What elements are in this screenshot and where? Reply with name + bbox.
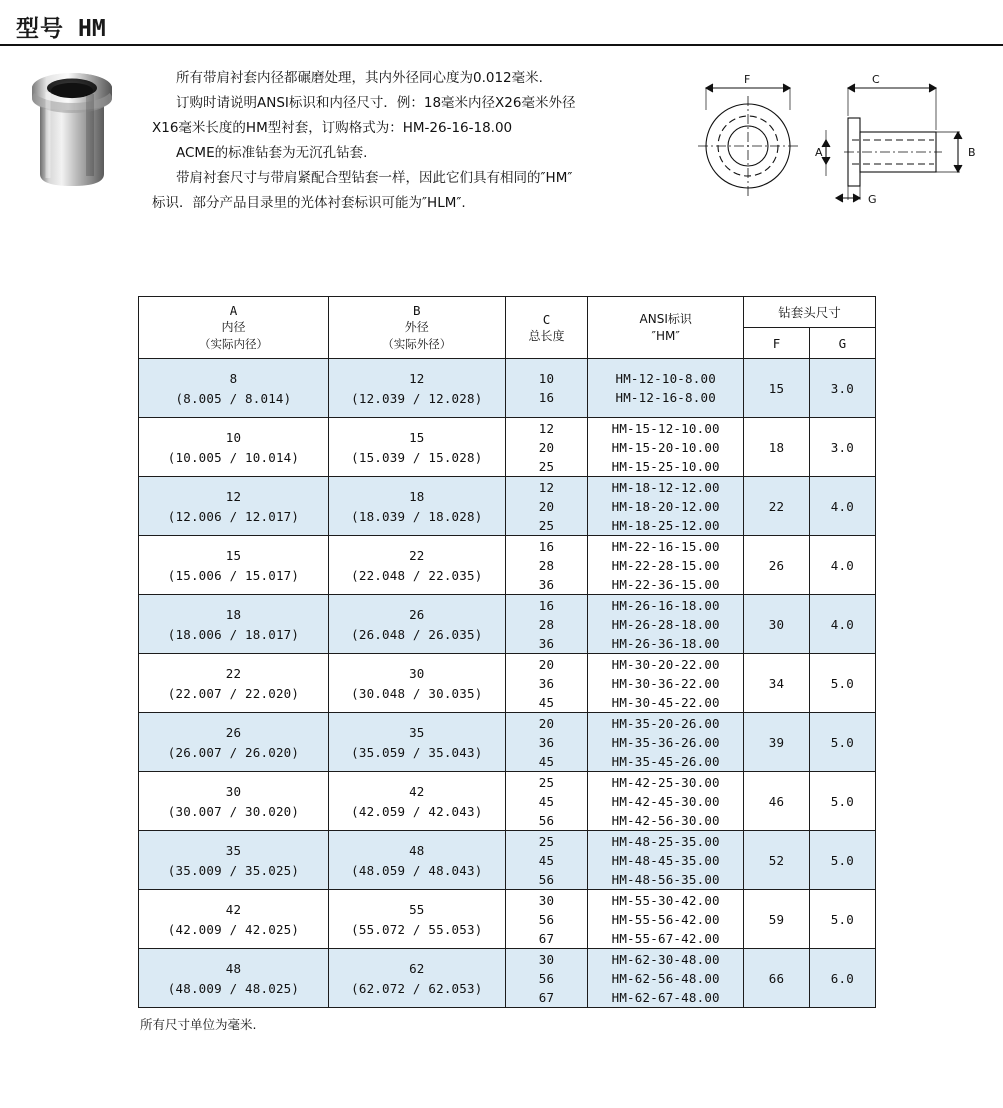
cell-head-f: 15	[744, 359, 810, 418]
cell-ansi-code: HM-42-25-30.00 HM-42-45-30.00 HM-42-56-30.00	[588, 772, 744, 831]
col-header-a-name: 内径	[221, 320, 246, 334]
cell-outer-diameter: 15 (15.039 / 15.028)	[328, 418, 505, 477]
cell-head-g: 3.0	[809, 359, 875, 418]
cell-ansi-code: HM-62-30-48.00 HM-62-56-48.00 HM-62-67-48.00	[588, 949, 744, 1008]
table-row	[139, 949, 876, 1008]
cell-outer-diameter: 30 (30.048 / 30.035)	[328, 654, 505, 713]
dim-label-c: C	[872, 73, 880, 86]
cell-ansi-code: HM-48-25-35.00 HM-48-45-35.00 HM-48-56-35.00	[588, 831, 744, 890]
col-header-f: F	[744, 328, 810, 359]
cell-inner-diameter: 15 (15.006 / 15.017)	[139, 536, 329, 595]
col-header-a	[139, 297, 329, 359]
cell-head-f: 59	[744, 890, 810, 949]
page-title	[16, 10, 106, 43]
cell-head-g: 5.0	[809, 713, 875, 772]
col-header-a-letter: A	[229, 303, 238, 318]
cell-ansi-code: HM-35-20-26.00 HM-35-36-26.00 HM-35-45-26.00	[588, 713, 744, 772]
intro-text	[152, 66, 672, 216]
intro-line-2: 订购时请说明ANSI标识和内径尺寸．例：18毫米内径X26毫米外径	[176, 95, 576, 111]
cell-outer-diameter: 26 (26.048 / 26.035)	[328, 595, 505, 654]
cell-head-f: 34	[744, 654, 810, 713]
dim-label-g: G	[868, 193, 877, 206]
col-header-c-name: 总长度	[528, 328, 565, 343]
table-row	[139, 477, 876, 536]
cell-outer-diameter: 55 (55.072 / 55.053)	[328, 890, 505, 949]
cell-head-f: 26	[744, 536, 810, 595]
col-header-ansi-line1: ANSI标识	[639, 311, 692, 326]
cell-head-g: 5.0	[809, 831, 875, 890]
cell-inner-diameter: 42 (42.009 / 42.025)	[139, 890, 329, 949]
col-header-b	[328, 297, 505, 359]
table-header-row	[139, 297, 876, 328]
model-code: HM	[78, 16, 106, 42]
cell-inner-diameter: 22 (22.007 / 22.020)	[139, 654, 329, 713]
cell-total-length: 30 56 67	[505, 949, 588, 1008]
table-footnote: 所有尺寸单位为毫米.	[140, 1017, 257, 1032]
table-row	[139, 772, 876, 831]
intro-line-5: 带肩衬套尺寸与带肩紧配合型钻套一样，因此它们具有相同的″HM″	[176, 170, 573, 186]
dim-label-f: F	[744, 73, 751, 86]
cell-head-f: 39	[744, 713, 810, 772]
intro-line-4: ACME的标准钻套为无沉孔钻套.	[176, 145, 368, 161]
cell-total-length: 25 45 56	[505, 831, 588, 890]
table-row	[139, 595, 876, 654]
page-title-label: 型号	[16, 16, 64, 42]
cell-total-length: 30 56 67	[505, 890, 588, 949]
cell-head-f: 22	[744, 477, 810, 536]
cell-total-length: 20 36 45	[505, 713, 588, 772]
col-header-b-name: 外径	[404, 320, 429, 334]
cell-head-g: 4.0	[809, 595, 875, 654]
spec-table-container	[138, 296, 876, 1008]
dim-label-b: B	[968, 146, 976, 159]
bushing-photo	[18, 62, 126, 194]
cell-head-g: 3.0	[809, 418, 875, 477]
cell-ansi-code: HM-15-12-10.00 HM-15-20-10.00 HM-15-25-10.00	[588, 418, 744, 477]
cell-outer-diameter: 48 (48.059 / 48.043)	[328, 831, 505, 890]
cell-head-f: 66	[744, 949, 810, 1008]
col-header-a-note: （实际内径）	[198, 337, 268, 351]
cell-total-length: 16 28 36	[505, 595, 588, 654]
cell-total-length: 12 20 25	[505, 418, 588, 477]
cell-inner-diameter: 30 (30.007 / 30.020)	[139, 772, 329, 831]
col-header-ansi	[588, 297, 744, 359]
cell-head-f: 30	[744, 595, 810, 654]
cell-outer-diameter: 42 (42.059 / 42.043)	[328, 772, 505, 831]
cell-inner-diameter: 18 (18.006 / 18.017)	[139, 595, 329, 654]
intro-line-6: 标识．部分产品目录里的光体衬套标识可能为″HLM″.	[152, 195, 466, 211]
col-header-b-letter: B	[413, 303, 421, 318]
cell-head-f: 18	[744, 418, 810, 477]
cell-head-g: 6.0	[809, 949, 875, 1008]
cell-inner-diameter: 12 (12.006 / 12.017)	[139, 477, 329, 536]
cell-ansi-code: HM-12-10-8.00 HM-12-16-8.00	[588, 359, 744, 418]
cell-outer-diameter: 22 (22.048 / 22.035)	[328, 536, 505, 595]
cell-total-length: 25 45 56	[505, 772, 588, 831]
table-row	[139, 713, 876, 772]
col-header-c	[505, 297, 588, 359]
table-row	[139, 359, 876, 418]
cell-head-g: 5.0	[809, 772, 875, 831]
col-header-g: G	[809, 328, 875, 359]
cell-total-length: 10 16	[505, 359, 588, 418]
cell-inner-diameter: 8 (8.005 / 8.014)	[139, 359, 329, 418]
title-divider	[0, 44, 1003, 46]
cell-total-length: 16 28 36	[505, 536, 588, 595]
cell-ansi-code: HM-26-16-18.00 HM-26-28-18.00 HM-26-36-18.00	[588, 595, 744, 654]
table-row	[139, 890, 876, 949]
intro-line-1: 所有带肩衬套内径都碾磨处理，其内外径同心度为0.012毫米.	[176, 70, 543, 86]
intro-line-3: X16毫米长度的HM型衬套，订购格式为：HM-26-16-18.00	[152, 120, 513, 136]
cell-ansi-code: HM-18-12-12.00 HM-18-20-12.00 HM-18-25-12.00	[588, 477, 744, 536]
cell-inner-diameter: 48 (48.009 / 48.025)	[139, 949, 329, 1008]
table-row	[139, 418, 876, 477]
cell-head-g: 5.0	[809, 890, 875, 949]
table-row	[139, 654, 876, 713]
spec-table-body	[139, 359, 876, 1008]
technical-drawings	[676, 58, 986, 218]
cell-outer-diameter: 18 (18.039 / 18.028)	[328, 477, 505, 536]
cell-inner-diameter: 26 (26.007 / 26.020)	[139, 713, 329, 772]
cell-total-length: 20 36 45	[505, 654, 588, 713]
spec-table	[138, 296, 876, 1008]
cell-ansi-code: HM-30-20-22.00 HM-30-36-22.00 HM-30-45-22.00	[588, 654, 744, 713]
col-header-c-letter: C	[542, 311, 551, 327]
cell-total-length: 12 20 25	[505, 477, 588, 536]
cell-inner-diameter: 35 (35.009 / 35.025)	[139, 831, 329, 890]
cell-outer-diameter: 12 (12.039 / 12.028)	[328, 359, 505, 418]
cell-head-f: 46	[744, 772, 810, 831]
col-header-ansi-line2: ″HM″	[651, 328, 680, 343]
col-header-b-note: （实际外径）	[382, 337, 452, 351]
cell-inner-diameter: 10 (10.005 / 10.014)	[139, 418, 329, 477]
cell-ansi-code: HM-55-30-42.00 HM-55-56-42.00 HM-55-67-42.00	[588, 890, 744, 949]
cell-outer-diameter: 35 (35.059 / 35.043)	[328, 713, 505, 772]
cell-head-g: 4.0	[809, 536, 875, 595]
col-header-bushing-group: 钻套头尺寸	[744, 297, 876, 328]
cell-head-g: 4.0	[809, 477, 875, 536]
table-row	[139, 831, 876, 890]
table-row	[139, 536, 876, 595]
cell-head-g: 5.0	[809, 654, 875, 713]
spec-table-head	[139, 297, 876, 359]
cell-outer-diameter: 62 (62.072 / 62.053)	[328, 949, 505, 1008]
dim-label-a: A	[815, 146, 823, 159]
cell-ansi-code: HM-22-16-15.00 HM-22-28-15.00 HM-22-36-15.00	[588, 536, 744, 595]
cell-head-f: 52	[744, 831, 810, 890]
